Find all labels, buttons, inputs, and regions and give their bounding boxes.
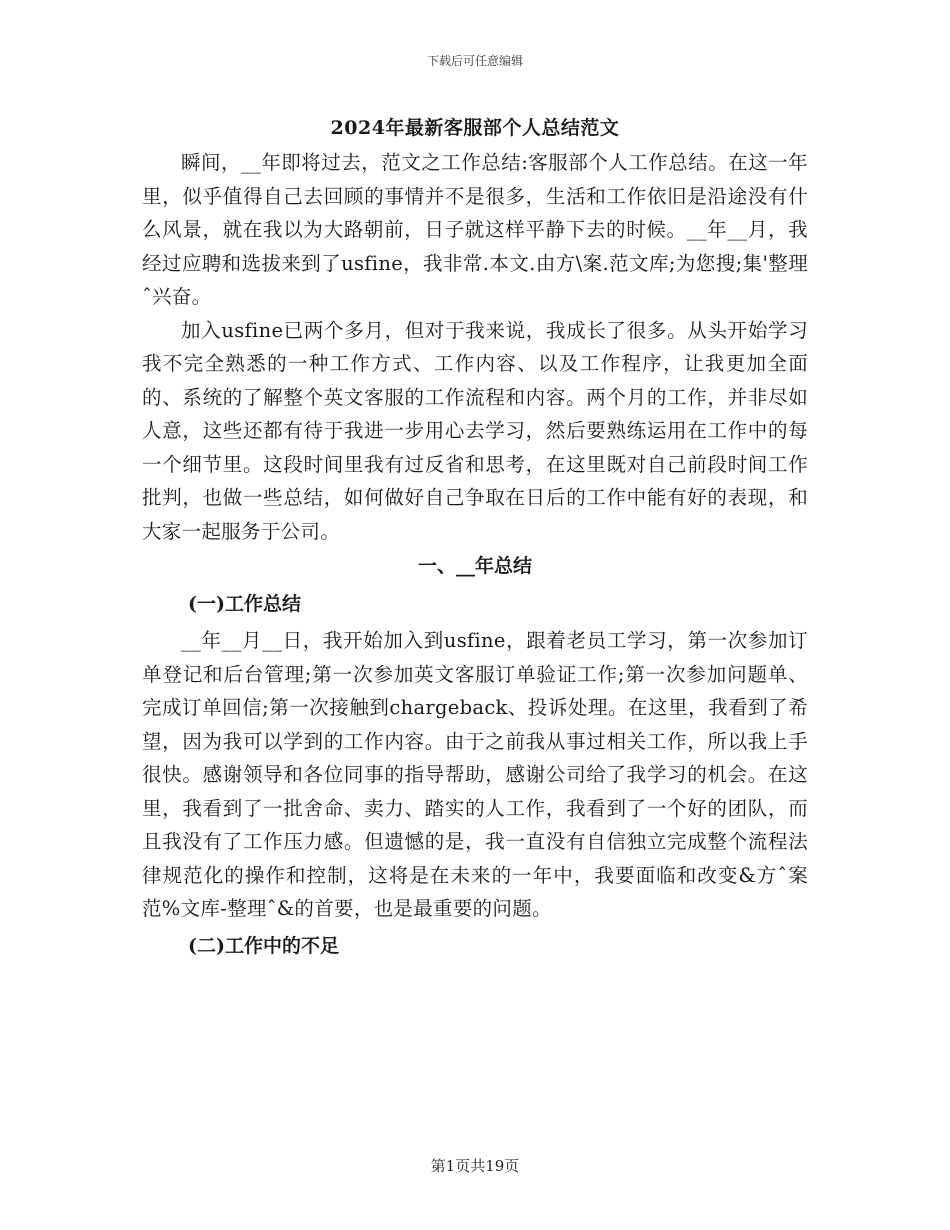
work-summary-paragraph: __年__月__日，我开始加入到usfine，跟着老员工学习，第一次参加订单登记和后台管理;第一次参加英文客服订单验证工作;第一次参加问题单、完成订单回信;第一次接触到chargeback、投诉处理。在这里，我看到了希望，因为我可以学到的工作内容。由于之前我从事过相关工作，所以我上手很快。感谢领导和各位同事的指导帮助，感谢公司给了我学习的机会。在这里，我看到了一批舍命、卖力、踏实的人工作，我看到了一个好的团队，而且我没有了工作压力感。但遗憾的是，我一直没有自信独立完成整个流程法律规范化的操作和控制，这将是在未来的一年中，我要面临和改变&方ˆ案范%文库-整理ˆ&的首要，也是最重要的问题。: [142, 629, 808, 920]
sub-heading-shortcomings: (二)工作中的不足: [188, 934, 339, 957]
sub-heading-work-summary: (一)工作总结: [188, 593, 301, 615]
reflection-paragraph: 加入usfine已两个多月，但对于我来说，我成长了很多。从头开始学习我不完全熟悉的一种工作方式、工作内容、以及工作程序，让我更加全面的、系统的了解整个英文客服的工作流程和内容。两个月的工作，并非尽如人意，这些还都有待于我进一步用心去学习，然后要熟练运用在工作中的每一个细节里。这段时间里我有过反省和思考，在这里既对自己前段时间工作批判，也做一些总结，如何做好自己争取在日后的工作中能有好的表现，和大家一起服务于公司。: [142, 318, 808, 543]
document-body: [142, 110, 808, 966]
document-title: 2024年最新客服部个人总结范文: [330, 117, 620, 139]
section-title-year-summary: 一、__年总结: [417, 555, 532, 577]
intro-paragraph: 瞬间，__年即将过去，范文之工作总结:客服部个人工作总结。在这一年里，似乎值得自己去回顾的事情并不是很多，生活和工作依旧是沿途没有什么风景，就在我以为大路朝前，日子就这样平静下去的时候。__年__月，我经过应聘和选拔来到了usfine，我非常.本文.由方\案.范文库;为您搜;集'整理ˆ兴奋。: [142, 151, 808, 308]
page-header-note: 下载后可任意编辑: [426, 54, 523, 68]
page-number-indicator: 第1页共19页: [430, 1157, 520, 1175]
